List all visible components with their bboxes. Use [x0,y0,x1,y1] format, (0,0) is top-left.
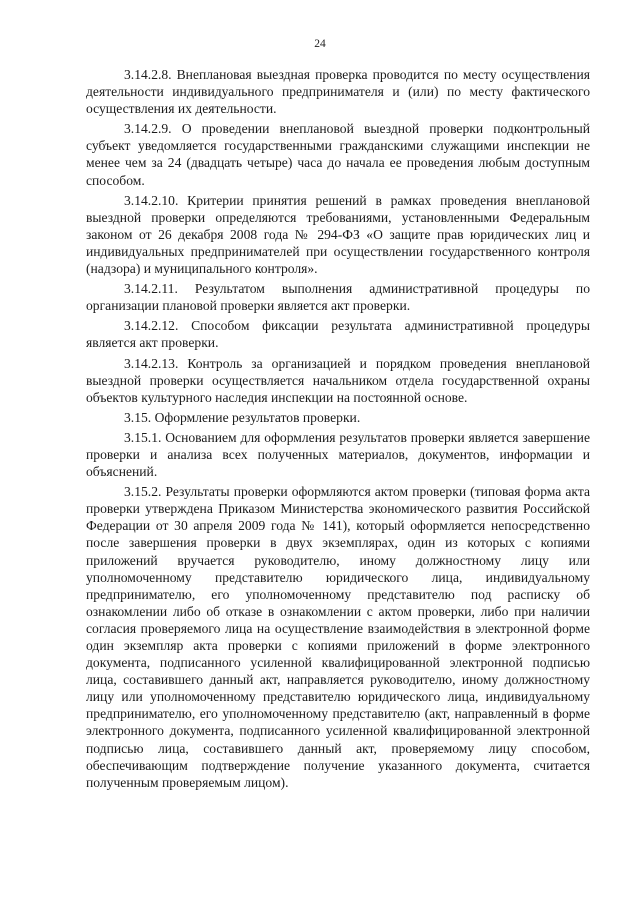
paragraph-3-15-2: 3.15.2. Результаты проверки оформляются актом проверки (типовая форма акта проверки утверждена Приказом Министерства экономического развития Российской Федерации от 30 апреля 2009 года № 141), который оформляется непосредственно после завершения проверки в двух экземплярах, один из которых с копиями приложений вручается руководителю, иному должностному лицу или уполномоченному представителю юридического лица, индивидуальному предпринимателю, его уполномоченному представителю под расписку об ознакомлении либо об отказе в ознакомлении с актом проверки, либо при наличии согласия проверяемого лица на осуществление взаимодействия в электронной форме один экземпляр акта проверки с копиями приложений в форме электронного документа, подписанного усиленной квалифицированной электронной подписью лица, составившего данный акт, направляется руководителю, иному должностному лицу или уполномоченному представителю юридического лица, индивидуальному предпринимателю, его уполномоченному представителю (акт, направленный в форме электронного документа, подписанного усиленной квалифицированной электронной подписью лица, составившего данный акт, проверяемому лицу способом, обеспечивающим подтверждение получение указанного документа, считается полученным проверяемым лицом). [86,484,590,790]
paragraph-3-14-2-9: 3.14.2.9. О проведении внеплановой выездной проверки подконтрольный субъект уведомляется государственными гражданскими служащими инспекции не менее чем за 24 (двадцать четыре) часа до начала ее проведения любым доступным способом. [86,121,590,188]
paragraph-3-15-1: 3.15.1. Основанием для оформления результатов проверки является завершение проверки и анализа всех полученных материалов, документов, информации и объяснений. [86,429,590,480]
paragraph-3-14-2-8: 3.14.2.8. Внеплановая выездная проверка проводится по месту осуществления деятельности индивидуального предпринимателя и (или) по месту фактического осуществления их деятельности. [86,67,590,117]
paragraph-3-14-2-10: 3.14.2.10. Критерии принятия решений в рамках проведения внеплановой выездной проверки определяются требованиями, установленными Федеральным законом от 26 декабря 2008 года № 294-ФЗ «О защите прав юридических лиц и индивидуальных предпринимателей при осуществлении государственного контроля (надзора) и муниципального контроля». [86,192,590,277]
section-heading-3-15: 3.15. Оформление результатов проверки. [124,409,361,425]
paragraph-3-14-2-12: 3.14.2.12. Способом фиксации результата административной процедуры является акт проверки. [86,318,590,351]
page-number: 24 [314,38,326,50]
paragraph-3-14-2-13: 3.14.2.13. Контроль за организацией и порядком проведения внеплановой выездной проверки осуществляется начальником отдела государственной охраны объектов культурного наследия инспекции на постоянной основе. [86,355,590,405]
document-body [86,66,590,791]
paragraph-3-14-2-11: 3.14.2.11. Результатом выполнения административной процедуры по организации плановой проверки является акт проверки. [86,281,590,314]
